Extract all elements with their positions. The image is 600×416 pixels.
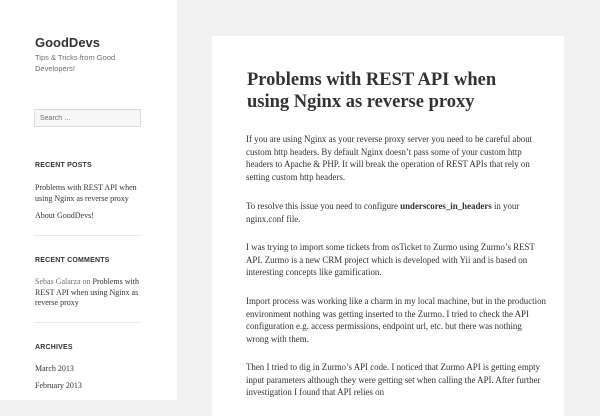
recent-post-link[interactable]: Problems with REST API when using Nginx as reverse proxy bbox=[35, 183, 137, 203]
comment-author: Sebas Galarza bbox=[35, 277, 81, 286]
search-input[interactable] bbox=[34, 109, 141, 127]
post-paragraph: I was trying to import some tickets from osTicket to Zurmo using Zurmo’s REST API. Zurmo is a new CRM project which is developed with Yii and is based on interesting concepts like gamification. bbox=[246, 242, 535, 278]
paragraph-text: To resolve this issue you need to configure bbox=[246, 201, 401, 211]
widget-divider bbox=[34, 235, 141, 236]
config-option: underscores_in_headers bbox=[400, 201, 492, 211]
recent-comments-heading: RECENT COMMENTS bbox=[35, 257, 110, 264]
article bbox=[212, 36, 564, 416]
archives-heading: ARCHIVES bbox=[35, 344, 73, 351]
recent-comment bbox=[35, 277, 147, 309]
post-title[interactable]: Problems with REST API when using Nginx as reverse proxy bbox=[247, 70, 497, 112]
recent-posts-heading: RECENT POSTS bbox=[35, 162, 92, 169]
post-paragraph: If you are using Nginx as your reverse proxy server you need to be careful about custom http headers. By default Nginx doesn’t pass some of your custom http headers to Apache & PHP. It will break the operation of REST APIs that rely on setting custom http headers. bbox=[246, 134, 533, 182]
archive-link[interactable]: March 2013 bbox=[35, 364, 74, 373]
post-paragraph: Then I tried to dig in Zurmo’s API code. I noticed that Zurmo API is getting empty input parameters although they were getting set when calling the API. After further investigation I found that API relies on bbox=[246, 362, 541, 398]
post-paragraph bbox=[246, 200, 546, 225]
post-paragraph: Import process was working like a charm in my local machine, but in the production environment nothing was getting inserted to the Zurmo. I tried to check the API configuration e.g. access permissions, endpoint url, etc. but there was nothing wrong with them. bbox=[246, 296, 546, 344]
site-title[interactable]: GoodDevs bbox=[35, 35, 101, 50]
archive-link[interactable]: February 2013 bbox=[35, 381, 82, 390]
site-tagline: Tips & Tricks from Good Developers! bbox=[35, 53, 116, 73]
recent-post-link[interactable]: About GoodDevs! bbox=[35, 211, 94, 220]
paragraph-text: in your nginx.conf file. bbox=[246, 201, 520, 224]
comment-connector: on bbox=[82, 277, 91, 286]
widget-divider bbox=[34, 322, 141, 323]
comment-post-link[interactable]: Problems with REST API when using Nginx as reverse proxy bbox=[35, 277, 139, 307]
sidebar bbox=[0, 0, 177, 400]
